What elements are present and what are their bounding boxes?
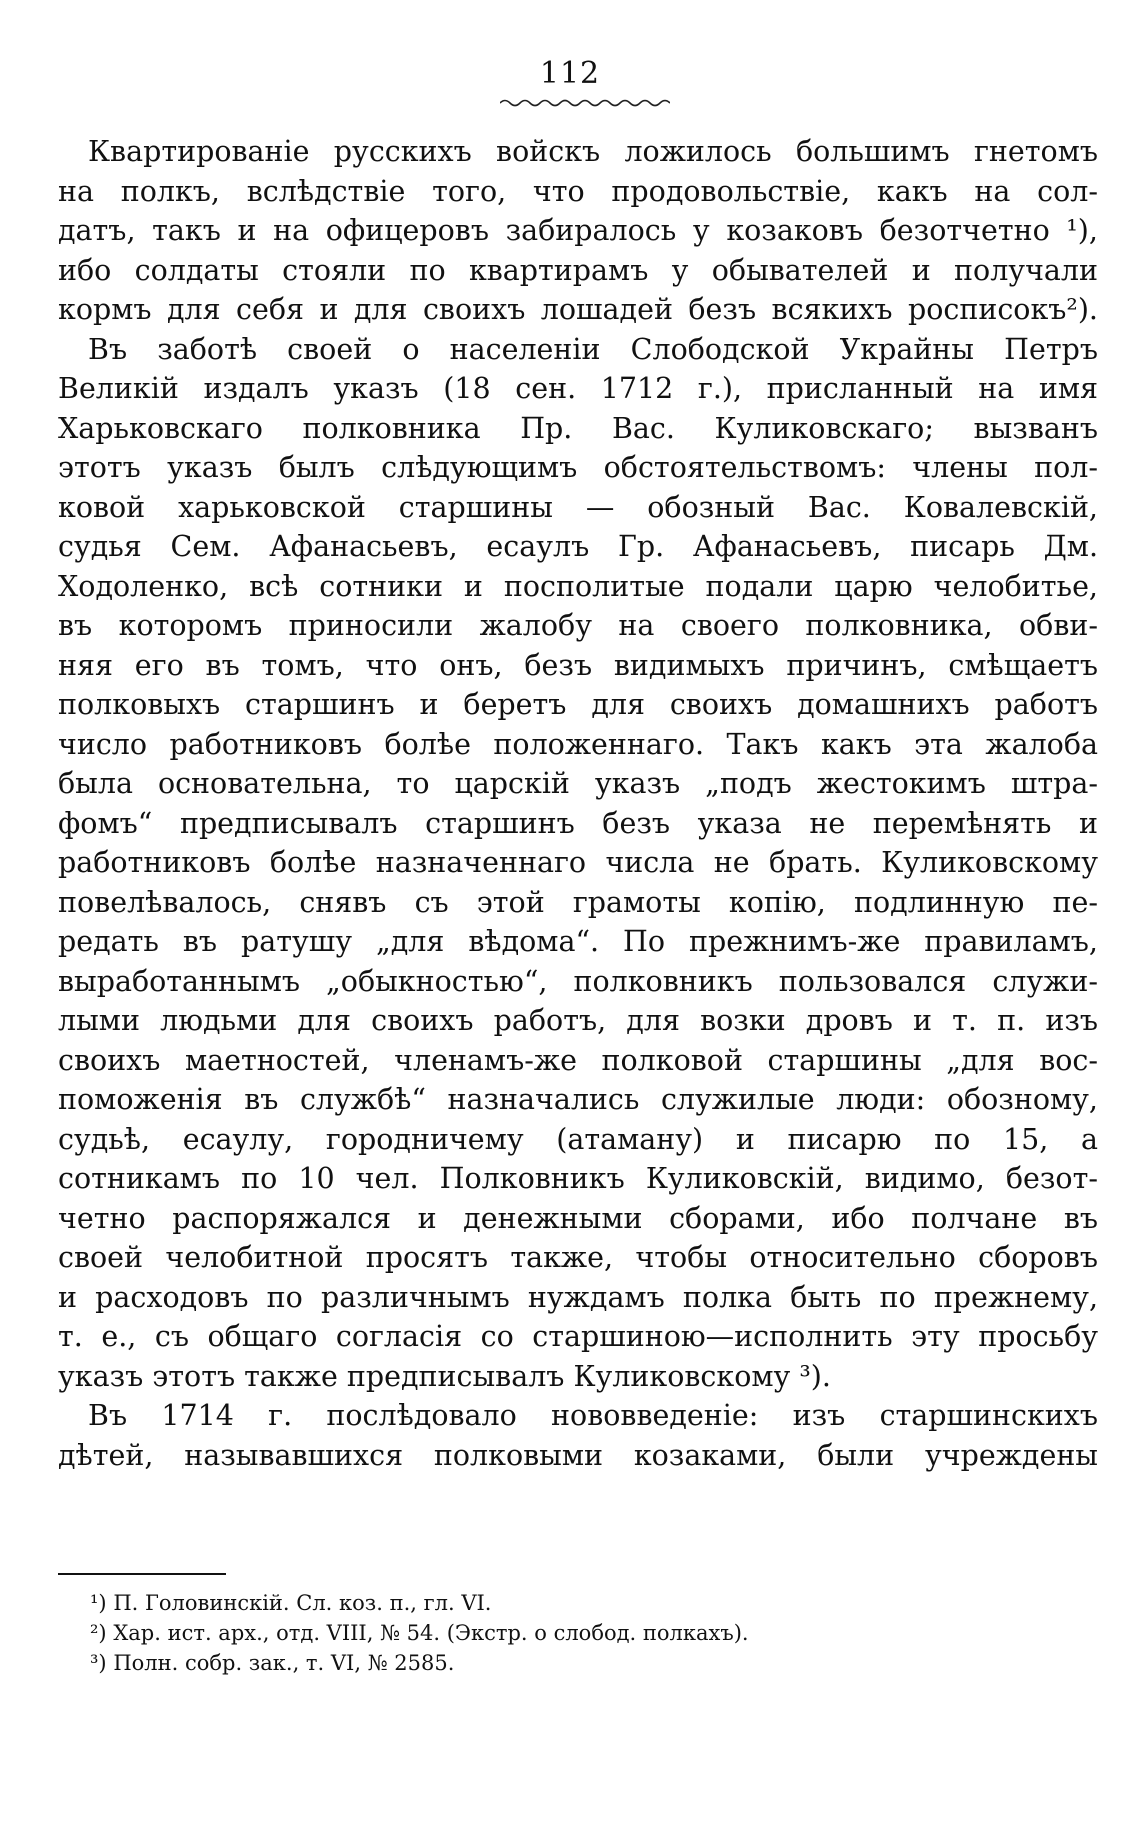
text-line: т. е., съ общаго согласія со старшиною—исполнить эту просьбу [58, 1320, 1098, 1353]
text-line: ковой харьковской старшины — обозный Вас. Ковалевскій, [58, 490, 1098, 524]
footnote [90, 1648, 1050, 1678]
paragraph [58, 132, 1098, 330]
text-line: четно распоряжался и денежными сборами, ибо полчане въ [58, 1201, 1098, 1235]
text-line: число работниковъ болѣе положеннаго. Такъ какъ эта жалоба [58, 727, 1098, 761]
paragraph [58, 1396, 1098, 1475]
body-text [58, 132, 1098, 1475]
text-line: лыми людьми для своихъ работъ, для возки дровъ и т. п. изъ [58, 1004, 1098, 1037]
text-line: на полкъ, вслѣдствіе того, что продовольствіе, какъ на сол- [58, 174, 1098, 208]
text-line: Квартированіе русскихъ войскъ ложилось большимъ гнетомъ [88, 135, 1098, 168]
text-line: повелѣвалось, снявъ съ этой грамоты копію, подлинную пе- [58, 885, 1098, 919]
footnote [90, 1588, 1050, 1618]
paragraph [58, 330, 1098, 1397]
text-line: своихъ маетностей, членамъ-же полковой старшины „для вос- [58, 1043, 1098, 1077]
text-line: фомъ“ предписывалъ старшинъ безъ указа не перемѣнять и [58, 806, 1098, 840]
text-line: Харьковскаго полковника Пр. Вас. Куликовскаго; вызванъ [58, 411, 1098, 445]
text-line: дѣтей, называвшихся полковыми козаками, были учреждены [58, 1438, 1098, 1472]
text-line: Великій издалъ указъ (18 сен. 1712 г.), присланный на имя [58, 372, 1098, 405]
text-line: и расходовъ по различнымъ нуждамъ полка быть по прежнему, [58, 1280, 1098, 1314]
footnote-mark: ³) [90, 1651, 107, 1675]
text-line: полковыхъ старшинъ и беретъ для своихъ домашнихъ работъ [58, 688, 1098, 721]
footnote-text: П. Головинскій. Сл. коз. п., гл. VI. [113, 1591, 492, 1615]
wavy-ornament [500, 96, 670, 110]
text-line: этотъ указъ былъ слѣдующимъ обстоятельствомъ: члены пол- [58, 451, 1098, 484]
text-line: работниковъ болѣе назначеннаго числа не брать. Куликовскому [58, 846, 1098, 879]
footnote-text: Полн. собр. зак., т. VI, № 2585. [113, 1651, 455, 1675]
text-line: редать въ ратушу „для вѣдома“. По прежнимъ-же правиламъ, [58, 925, 1098, 958]
text-line: Ходоленко, всѣ сотники и посполитые подали царю челобитье, [58, 569, 1098, 603]
text-line: няя его въ томъ, что онъ, безъ видимыхъ причинъ, смѣщаетъ [58, 648, 1098, 682]
footnote-rule [58, 1573, 226, 1575]
footnotes [90, 1588, 1050, 1678]
page-number: 112 [539, 56, 601, 91]
footnote [90, 1618, 1050, 1648]
footnote-mark: ¹) [90, 1591, 107, 1615]
text-line: выработаннымъ „обыкностью“, полковникъ пользовался служи- [58, 964, 1098, 998]
text-line: судья Сем. Афанасьевъ, есаулъ Гр. Афанасьевъ, писарь Дм. [58, 530, 1098, 563]
text-line: поможенія въ службѣ“ назначались служилые люди: обозному, [58, 1083, 1098, 1116]
text-line: Въ заботѣ своей о населеніи Слободской Украйны Петръ [88, 332, 1098, 366]
text-line: сотникамъ по 10 чел. Полковникъ Куликовскій, видимо, безот- [58, 1162, 1098, 1195]
text-line: кормъ для себя и для своихъ лошадей безъ всякихъ росписокъ²). [58, 293, 1098, 326]
text-line: Въ 1714 г. послѣдовало нововведеніе: изъ старшинскихъ [88, 1399, 1098, 1432]
text-line: ибо солдаты стояли по квартирамъ у обывателей и получали [58, 253, 1098, 287]
text-line: указъ этотъ также предписывалъ Куликовскому ³). [58, 1359, 831, 1393]
text-line: въ которомъ приносили жалобу на своего полковника, обви- [58, 609, 1098, 642]
text-line: датъ, такъ и на офицеровъ забиралось у козаковъ безотчетно ¹), [58, 214, 1098, 247]
text-line: была основательна, то царскій указъ „подъ жестокимъ штра- [58, 767, 1098, 800]
footnote-text: Хар. ист. арх., отд. VIII, № 54. (Экстр. о слобод. полкахъ). [113, 1621, 749, 1645]
text-line: своей челобитной просятъ также, чтобы относительно сборовъ [58, 1241, 1098, 1274]
footnote-mark: ²) [90, 1621, 107, 1645]
text-line: судьѣ, есаулу, городничему (атаману) и писарю по 15, а [58, 1122, 1098, 1156]
